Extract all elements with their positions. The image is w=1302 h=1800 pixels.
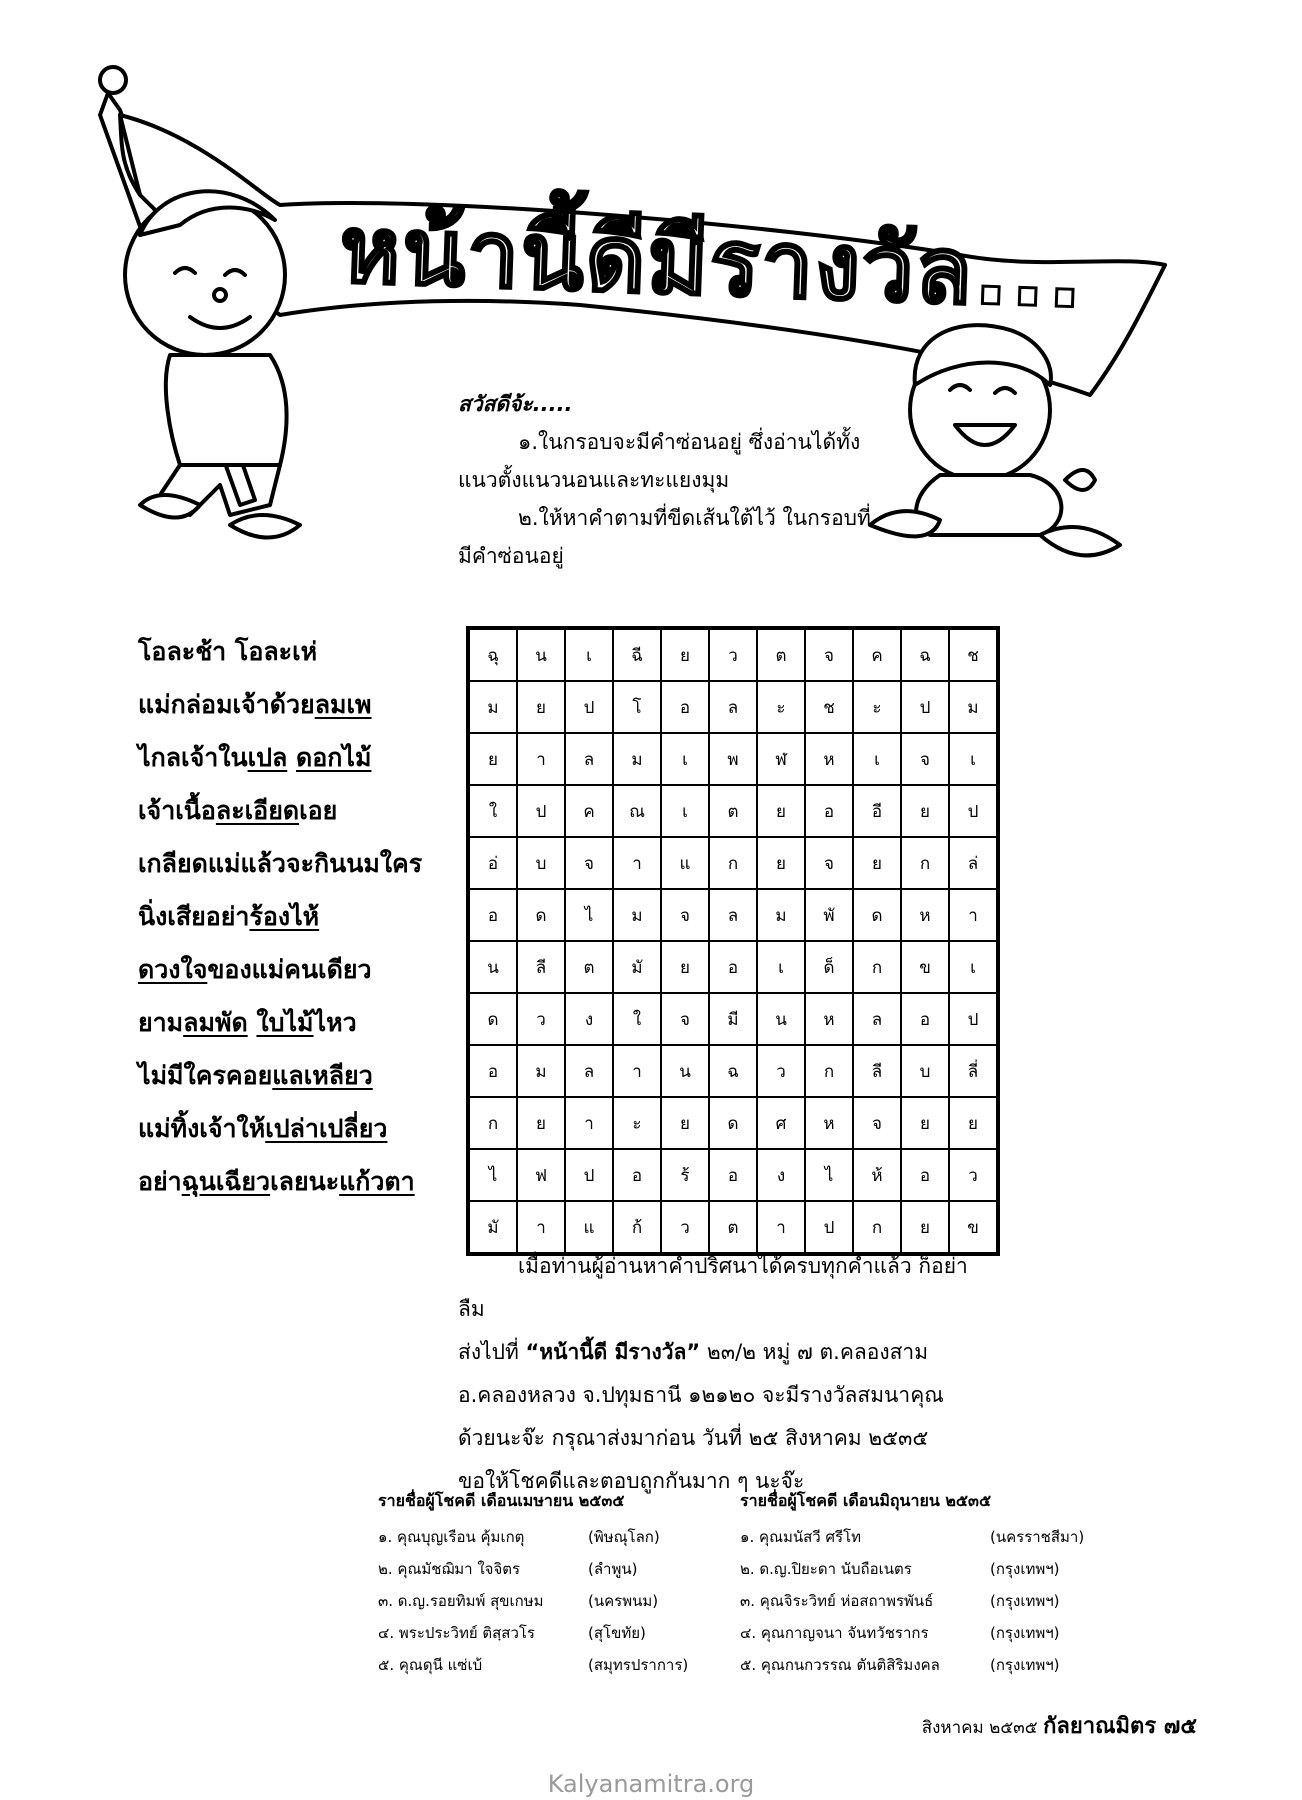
winner-name: ๓. คุณจิระวิทย์ ห่อสถาพรพันธ์ <box>740 1592 934 1610</box>
grid-cell: ล <box>709 681 757 733</box>
grid-cell: จ <box>565 837 613 889</box>
grid-cell: ย <box>901 785 949 837</box>
grid-cell: แ <box>565 1201 613 1254</box>
winners-april <box>378 1485 718 1681</box>
grid-cell: ต <box>709 785 757 837</box>
grid-cell: ย <box>661 1097 709 1149</box>
poem-text <box>287 743 296 772</box>
grid-cell: ศ <box>757 1097 805 1149</box>
page-number: ๗๕ <box>1156 1714 1197 1739</box>
grid-cell: ย <box>661 941 709 993</box>
grid-cell: ร้ <box>661 1149 709 1201</box>
poem-line <box>138 1155 438 1208</box>
grid-cell: ด <box>517 889 565 941</box>
winner-province: (พิษณุโลก) <box>588 1528 660 1546</box>
winner-name: ๔. คุณกาญจนา จันทวัชรากร <box>740 1624 929 1642</box>
grid-cell: อ <box>901 1149 949 1201</box>
grid-cell: า <box>517 733 565 785</box>
winner-row <box>378 1521 718 1553</box>
grid-cell: า <box>757 1201 805 1254</box>
grid-cell: ด <box>709 1097 757 1149</box>
grid-cell: ย <box>757 837 805 889</box>
greeting: สวัสดีจ้ะ..... <box>458 392 573 416</box>
instruction-line-2: ส่งไปที่ “หน้านี้ดี มีรางวัล” ๒๓/๒ หมู่ ๗ ต.คลองสาม <box>458 1340 929 1364</box>
grid-cell: ไ <box>805 1149 853 1201</box>
issue-date: สิงหาคม ๒๕๓๕ <box>921 1718 1044 1738</box>
hidden-word: ลมเพ <box>314 690 372 719</box>
grid-cell: จ <box>853 1097 901 1149</box>
grid-cell: บ <box>901 1045 949 1097</box>
grid-cell: ห <box>805 733 853 785</box>
poem <box>138 625 438 1208</box>
grid-cell: เ <box>949 733 998 785</box>
grid-cell: ข <box>949 1201 998 1254</box>
poem-line <box>138 890 438 943</box>
grid-cell: ะ <box>613 1097 661 1149</box>
grid-cell: ก <box>468 1097 517 1149</box>
grid-cell: ป <box>901 681 949 733</box>
grid-cell: ฉ <box>901 628 949 681</box>
hidden-word: ใบไม้ <box>256 1008 314 1037</box>
grid-row <box>468 1149 998 1201</box>
grid-cell: โ <box>613 681 661 733</box>
grid-cell: ย <box>853 837 901 889</box>
winner-row <box>378 1553 718 1585</box>
grid-cell: ป <box>517 785 565 837</box>
rule-1-cont: แนวตั้งแนวนอนและทะแยงมุม <box>458 468 730 492</box>
grid-cell: ม <box>757 889 805 941</box>
grid-cell: ฉี <box>613 628 661 681</box>
winner-province: (กรุงเทพฯ) <box>990 1560 1060 1578</box>
grid-cell: ป <box>949 785 998 837</box>
winner-name: ๒. ด.ญ.ปิยะดา นับถือเนตร <box>740 1560 912 1578</box>
grid-cell: ก <box>709 837 757 889</box>
grid-cell: ฉ <box>709 1045 757 1097</box>
poem-line <box>138 837 438 890</box>
grid-cell: อ <box>661 681 709 733</box>
grid-cell: มั <box>468 1201 517 1254</box>
grid-cell: ใ <box>613 993 661 1045</box>
grid-cell: อ <box>901 993 949 1045</box>
instruction-line-5: ขอให้โชคดีและตอบถูกกันมาก ๆ นะจ๊ะ <box>458 1469 805 1493</box>
contest-name: “หน้านี้ดี มีรางวัล” <box>525 1340 701 1364</box>
grid-cell: เ <box>661 785 709 837</box>
grid-cell: ง <box>757 1149 805 1201</box>
grid-cell: ะ <box>757 681 805 733</box>
poem-text: ของแม่คนเดียว <box>207 955 372 984</box>
grid-cell: ช <box>949 628 998 681</box>
grid-cell: ป <box>565 1149 613 1201</box>
grid-cell: ป <box>565 681 613 733</box>
hidden-word: แก้วตา <box>339 1167 415 1196</box>
grid-cell: ย <box>517 1097 565 1149</box>
grid-cell: จ <box>661 993 709 1045</box>
rule-2-cont: มีคำซ่อนอยู่ <box>458 544 564 568</box>
grid-cell: ย <box>757 785 805 837</box>
grid-cell: ก้ <box>613 1201 661 1254</box>
winner-row <box>378 1649 718 1681</box>
grid-row <box>468 993 998 1045</box>
grid-cell: ล <box>565 733 613 785</box>
grid-cell: อ <box>709 941 757 993</box>
grid-cell: ช <box>805 681 853 733</box>
poem-line <box>138 996 438 1049</box>
grid-cell: า <box>613 837 661 889</box>
submission-instructions <box>458 1245 988 1503</box>
grid-cell: ต <box>757 628 805 681</box>
grid-cell: ค <box>853 628 901 681</box>
grid-cell: ไ <box>468 1149 517 1201</box>
grid-cell: ล <box>853 993 901 1045</box>
grid-row <box>468 837 998 889</box>
grid-cell: ม <box>613 733 661 785</box>
winner-province: (สุโขทัย) <box>588 1624 646 1642</box>
poem-text: นิ่งเสียอย่า <box>138 902 250 931</box>
hidden-word: ดอกไม้ <box>296 743 372 772</box>
grid-row <box>468 785 998 837</box>
winner-name: ๔. พระประวิทย์ ติสฺสวโร <box>378 1624 535 1642</box>
winner-name: ๑. คุณมนัสวี ศรีโท <box>740 1528 862 1546</box>
grid-cell: ฬ <box>757 733 805 785</box>
grid-cell: ว <box>757 1045 805 1097</box>
winner-name: ๕. คุณกนกวรรณ ตันติสิริมงคล <box>740 1656 940 1674</box>
grid-cell: ก <box>853 1201 901 1254</box>
magazine-name: กัลยาณมิตร <box>1043 1714 1157 1739</box>
grid-cell: ม <box>517 1045 565 1097</box>
poem-line <box>138 784 438 837</box>
grid-cell: ใ <box>468 785 517 837</box>
grid-cell: ค <box>565 785 613 837</box>
winner-name: ๕. คุณดุนี แซ่เบ้ <box>378 1656 483 1674</box>
winners-june-heading: รายชื่อผู้โชคดี เดือนมิถุนายน ๒๕๓๕ <box>740 1491 992 1510</box>
grid-cell: พ <box>709 733 757 785</box>
grid-cell: า <box>517 1201 565 1254</box>
grid-row <box>468 941 998 993</box>
grid-cell: ด <box>468 993 517 1045</box>
watermark: Kalyanamitra.org <box>547 1770 755 1798</box>
grid-cell: ข <box>901 941 949 993</box>
poem-line <box>138 1049 438 1102</box>
grid-cell: อ <box>468 889 517 941</box>
grid-row <box>468 681 998 733</box>
grid-cell: ล่ <box>949 837 998 889</box>
grid-cell: ว <box>517 993 565 1045</box>
grid-cell: ห้ <box>853 1149 901 1201</box>
hidden-word: ร้องไห้ <box>249 902 320 931</box>
grid-cell: ห <box>901 889 949 941</box>
winner-name: ๓. ด.ญ.รอยทิมพ์ สุขเกษม <box>378 1592 544 1610</box>
winners-june <box>740 1485 1100 1681</box>
winner-row <box>740 1585 1100 1617</box>
grid-cell: อ <box>709 1149 757 1201</box>
grid-row <box>468 1045 998 1097</box>
grid-cell: ก <box>853 941 901 993</box>
grid-cell: ก <box>805 1045 853 1097</box>
grid-cell: เ <box>661 733 709 785</box>
winner-province: (ลำพูน) <box>588 1560 638 1578</box>
grid-cell: ไ <box>565 889 613 941</box>
poem-text: เลยนะ <box>270 1167 340 1196</box>
grid-cell: ป <box>805 1201 853 1254</box>
grid-cell: น <box>661 1045 709 1097</box>
grid-cell: ล <box>709 889 757 941</box>
grid-cell: เ <box>949 941 998 993</box>
poem-text: เกลียดแม่แล้วจะกินนมใคร <box>138 849 423 878</box>
winner-row <box>378 1617 718 1649</box>
grid-cell: ย <box>468 733 517 785</box>
winner-row <box>378 1585 718 1617</box>
grid-cell: ด็ <box>805 941 853 993</box>
winner-row <box>740 1553 1100 1585</box>
word-search-grid <box>466 626 1000 1256</box>
hidden-word: ลมพัด <box>183 1008 248 1037</box>
grid-cell: จ <box>901 733 949 785</box>
grid-cell: น <box>517 628 565 681</box>
grid-cell: อ <box>805 785 853 837</box>
grid-cell: ฉุ <box>468 628 517 681</box>
grid-cell: มั <box>613 941 661 993</box>
hidden-word: เปล <box>247 743 288 772</box>
grid-cell: เ <box>565 628 613 681</box>
hidden-word: ดวงใจ <box>138 955 208 984</box>
grid-cell: พั <box>805 889 853 941</box>
grid-cell: อ <box>613 1149 661 1201</box>
instruction-line-3: อ.คลองหลวง จ.ปทุมธานี ๑๒๑๒๐ จะมีรางวัลสมนาคุณ <box>458 1383 944 1407</box>
rule-2: ๒.ให้หาคำตามที่ขีดเส้นใต้ไว้ ในกรอบที่ <box>518 506 871 530</box>
grid-cell: ว <box>709 628 757 681</box>
winner-row <box>740 1617 1100 1649</box>
grid-cell: ย <box>901 1097 949 1149</box>
grid-cell: อ <box>468 1045 517 1097</box>
grid-cell: ต <box>565 941 613 993</box>
winner-province: (นครพนม) <box>588 1592 659 1610</box>
grid-cell: า <box>949 889 998 941</box>
grid-cell: ลี <box>517 941 565 993</box>
grid-cell: เ <box>853 733 901 785</box>
poem-text: เจ้าเนื้อ <box>138 796 216 825</box>
grid-cell: ด <box>853 889 901 941</box>
hidden-word: ฉุนเฉียว <box>181 1167 271 1196</box>
poem-text: แม่กล่อมเจ้าด้วย <box>138 690 315 719</box>
grid-cell: ย <box>517 681 565 733</box>
grid-cell: ล <box>565 1045 613 1097</box>
grid-cell: ว <box>661 1201 709 1254</box>
grid-cell: แ <box>661 837 709 889</box>
instruction-line-1: เมื่อท่านผู้อ่านหาคำปริศนาได้ครบทุกคำแล้ว ก็อย่าลืม <box>458 1254 968 1321</box>
winner-name: ๑. คุณบุญเรือน คุ้มเกตุ <box>378 1528 525 1546</box>
poem-text: อย่า <box>138 1167 182 1196</box>
grid-cell: ต <box>709 1201 757 1254</box>
grid-row <box>468 889 998 941</box>
page-footer <box>922 1708 1197 1743</box>
grid-cell: ลี่ <box>949 1045 998 1097</box>
grid-cell: ย <box>949 1097 998 1149</box>
poem-text: แม่ทิ้งเจ้าให้ <box>138 1114 266 1143</box>
winner-province: (กรุงเทพฯ) <box>990 1624 1060 1642</box>
grid-cell: จ <box>805 628 853 681</box>
poem-line <box>138 1102 438 1155</box>
winners-april-heading: รายชื่อผู้โชคดี เดือนเมษายน ๒๕๓๕ <box>378 1491 625 1510</box>
grid-cell: ห <box>805 1097 853 1149</box>
poem-text: ยาม <box>138 1008 184 1037</box>
poem-text: ไกลเจ้าใน <box>138 743 248 772</box>
grid-cell: ก <box>901 837 949 889</box>
grid-cell: ง <box>565 993 613 1045</box>
winner-province: (กรุงเทพฯ) <box>990 1656 1060 1674</box>
winner-name: ๒. คุณมัชฌิมา ใจจิตร <box>378 1560 521 1578</box>
poem-line <box>138 943 438 996</box>
winner-province: (กรุงเทพฯ) <box>990 1592 1060 1610</box>
winner-row <box>740 1521 1100 1553</box>
grid-cell: ะ <box>853 681 901 733</box>
grid-row <box>468 1097 998 1149</box>
winner-row <box>740 1649 1100 1681</box>
instruction-line-4: ด้วยนะจ๊ะ กรุณาส่งมาก่อน วันที่ ๒๕ สิงหาคม ๒๕๓๕ <box>458 1426 929 1450</box>
grid-cell: จ <box>661 889 709 941</box>
grid-cell: เ <box>757 941 805 993</box>
grid-cell: อี <box>853 785 901 837</box>
grid-cell: อ่ <box>468 837 517 889</box>
grid-cell: า <box>613 1045 661 1097</box>
grid-cell: ป <box>949 993 998 1045</box>
grid-row <box>468 628 998 681</box>
hidden-word: ละเอียด <box>215 796 300 825</box>
winner-province: (นครราชสีมา) <box>990 1528 1085 1546</box>
hidden-word: เปล่าเปลี่ยว <box>265 1114 388 1143</box>
poem-line <box>138 731 438 784</box>
poem-text: เอย <box>299 796 338 825</box>
grid-cell: า <box>565 1097 613 1149</box>
grid-cell: ลี <box>853 1045 901 1097</box>
grid-cell: มี <box>709 993 757 1045</box>
grid-cell: ว <box>949 1149 998 1201</box>
grid-cell: บ <box>517 837 565 889</box>
grid-cell: ฟ <box>517 1149 565 1201</box>
poem-text: ไหว <box>313 1008 357 1037</box>
grid-row <box>468 733 998 785</box>
poem-line <box>138 678 438 731</box>
grid-cell: ม <box>468 681 517 733</box>
grid-cell: ม <box>949 681 998 733</box>
grid-cell: ย <box>661 628 709 681</box>
intro-text <box>458 385 898 575</box>
banner-title: หน้านี้ดีมีรางวัล... <box>338 196 1087 329</box>
grid-cell: น <box>468 941 517 993</box>
grid-cell: ห <box>805 993 853 1045</box>
poem-line <box>138 625 438 678</box>
grid-cell: ม <box>613 889 661 941</box>
poem-text: ไม่มีใครคอย <box>138 1061 273 1090</box>
winner-province: (สมุทรปราการ) <box>588 1656 689 1674</box>
grid-cell: ย <box>901 1201 949 1254</box>
grid-cell: ณ <box>613 785 661 837</box>
poem-text: โอละช้า โอละเห่ <box>138 637 318 666</box>
grid-cell: น <box>757 993 805 1045</box>
rule-1: ๑.ในกรอบจะมีคำซ่อนอยู่ ซึ่งอ่านได้ทั้ง <box>518 430 861 454</box>
grid-cell: จ <box>805 837 853 889</box>
hidden-word: แลเหลียว <box>272 1061 373 1090</box>
